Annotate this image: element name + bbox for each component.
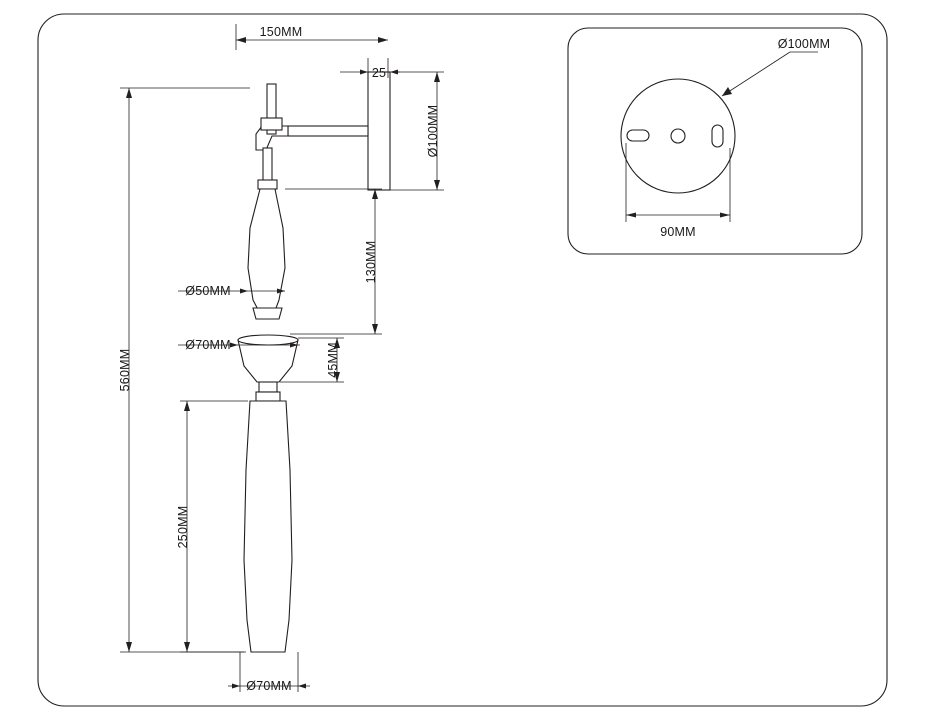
arrow-250-bottom — [184, 642, 190, 652]
sconce-geometry — [238, 72, 390, 652]
arrow-70low-right — [298, 684, 306, 689]
center-hole — [671, 129, 685, 143]
horizontal-arm — [288, 126, 368, 136]
arrow-70bowl-left — [230, 343, 238, 348]
label-total-height: 560MM — [118, 348, 132, 392]
label-plate-thickness: 25 — [371, 66, 387, 80]
upper-shade-lip — [253, 308, 282, 319]
bowl-rim — [238, 335, 298, 345]
label-bowl-height: 45MM — [326, 342, 340, 378]
label-upper-shade-diameter: Ø50MM — [185, 284, 231, 298]
label-upper-shade-height: 130MM — [364, 240, 378, 284]
upper-shade — [248, 189, 285, 319]
arrow-25-in-left — [360, 70, 368, 75]
outer-frame — [38, 14, 887, 706]
arrow-50-left — [240, 289, 248, 294]
arrow-100-bottom — [434, 180, 440, 190]
lower-shade — [244, 401, 292, 652]
leader-100-detail — [722, 52, 790, 96]
backplate-side — [368, 72, 390, 190]
bowl-connector — [259, 382, 277, 392]
arrow-70low-left — [232, 684, 240, 689]
mounting-slot-left — [627, 130, 649, 141]
riser-collar — [261, 118, 282, 130]
arrow-150-left — [236, 37, 246, 43]
label-bowl-diameter: Ø70MM — [185, 338, 231, 352]
arrow-100-detail — [722, 87, 732, 96]
lower-collar — [256, 392, 280, 401]
label-detail-plate-diameter: Ø100MM — [777, 37, 831, 51]
arrow-250-top — [184, 401, 190, 411]
arrow-90-left — [626, 213, 636, 218]
arrow-100-top — [434, 72, 440, 82]
label-lower-shade-diameter: Ø70MM — [246, 679, 292, 693]
label-hole-spacing: 90MM — [660, 225, 696, 239]
label-lower-shade-height: 250MM — [176, 505, 190, 549]
arrow-130-bottom — [372, 324, 378, 334]
bowl — [238, 340, 298, 382]
stem-collar — [258, 180, 277, 189]
label-projection: 150MM — [259, 25, 303, 39]
arrow-560-bottom — [126, 642, 132, 652]
mounting-slot-right — [712, 125, 723, 147]
arrow-150-right — [378, 37, 388, 43]
backplate-front-geometry — [621, 79, 735, 193]
label-backplate-diameter: Ø100MM — [426, 104, 440, 158]
arrow-90-right — [720, 213, 730, 218]
arrow-560-top — [126, 88, 132, 98]
